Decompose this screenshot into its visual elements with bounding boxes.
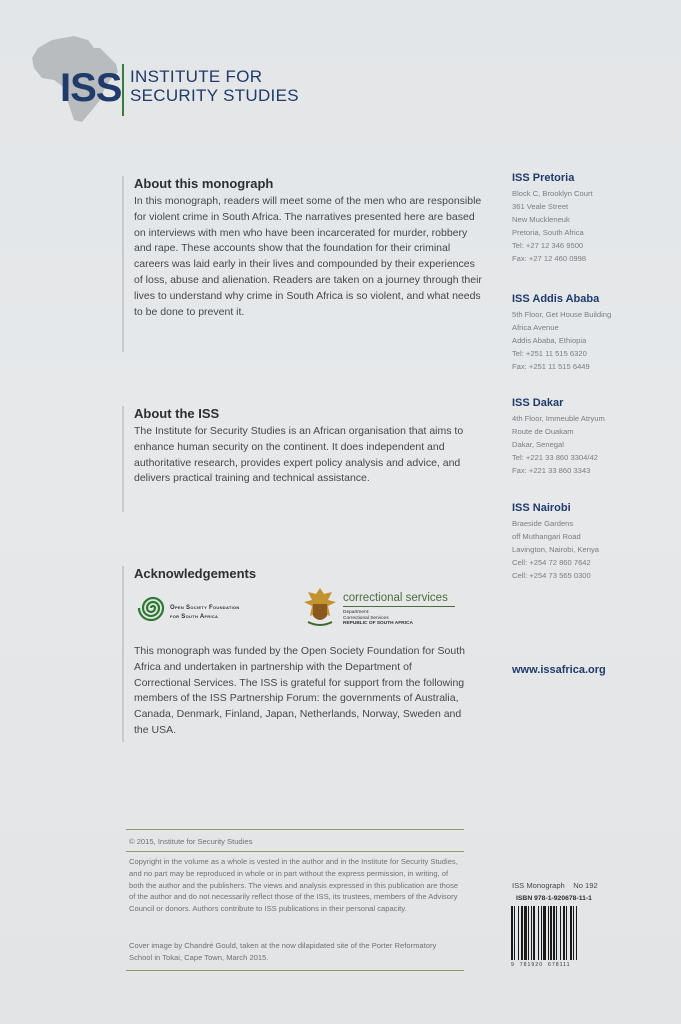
about-iss-section xyxy=(122,406,470,512)
office-line: Fax: +27 12 460 0998 xyxy=(512,254,587,263)
cs-sub-line2: Correctional Services xyxy=(343,615,389,621)
office-name: ISS Nairobi xyxy=(512,502,571,514)
office-line: Block C, Brooklyn Court xyxy=(512,189,593,198)
office-line: Pretoria, South Africa xyxy=(512,228,584,237)
copyright-paragraph: Copyright in the volume as a whole is vested in the author and in the Institute for Security Studies, and no part may be reproduced in whole or in part without the express permission, in writing, of both the author and the publishers. The views and analysis expressed in this publication are those of the author and do not necessarily reflect those of the ISS, its trustees, members of the Advisory Council or donors. Authors contribute to ISS publications in their personal capacity. xyxy=(129,857,459,914)
office-nairobi xyxy=(512,502,599,582)
office-line: Route de Ouakam xyxy=(512,427,574,436)
coat-of-arms-icon xyxy=(302,586,338,630)
cs-sub-line1: Department: xyxy=(343,610,370,615)
office-line: off Muthangari Road xyxy=(512,532,581,541)
correctional-services-title: correctional services xyxy=(343,592,448,604)
office-line: 361 Veale Street xyxy=(512,202,569,211)
barcode-digits: 9 781920 678111 xyxy=(511,962,571,968)
office-line: 4th Floor, Immeuble Atryum xyxy=(512,414,605,423)
logo-divider xyxy=(122,64,124,116)
office-name: ISS Dakar xyxy=(512,397,564,409)
logo-name-line1: INSTITUTE FOR xyxy=(130,67,263,86)
iss-logo-acronym: ISS xyxy=(60,66,122,110)
office-line: Lavington, Nairobi, Kenya xyxy=(512,545,599,554)
office-line: Braeside Gardens xyxy=(512,519,574,528)
copyright-top-rule xyxy=(126,829,464,830)
website-link[interactable]: www.issafrica.org xyxy=(512,664,606,676)
about-monograph-section xyxy=(122,176,484,352)
office-line: Cell: +254 72 860 7642 xyxy=(512,558,591,567)
osf-logo-text xyxy=(170,604,240,622)
office-pretoria xyxy=(512,172,593,265)
office-line: Fax: +251 11 515 6449 xyxy=(512,362,590,371)
about-iss-body: The Institute for Security Studies is an African organisation that aims to enhance human security on the continent. It does independent and authoritative research, provides expert policy analysis and advice, and delivers practical training and technical assistance. xyxy=(134,425,464,485)
office-line: New Muckleneuk xyxy=(512,215,570,224)
office-line: Tel: +221 33 860 3304/42 xyxy=(512,453,598,462)
barcode-icon xyxy=(510,906,622,960)
acknowledgements-heading: Acknowledgements xyxy=(134,566,257,581)
about-monograph-body: In this monograph, readers will meet some of the men who are responsible for violent crime in South Africa. The narratives presented here are based on interviews with men who have been incarcerated for murder, robbery and rape. These accounts show that the foundation for their criminal careers was laid early in their lives and compounded by their experiences of loss, abuse and alienation. Readers are taken on a journey through their lives to understand why crime in South Africa is so violent, and what needs to be done to prevent it. xyxy=(134,195,482,318)
office-line: Fax: +221 33 860 3343 xyxy=(512,466,591,475)
monograph-series-number: ISS Monograph No 192 xyxy=(512,881,598,890)
copyright-bottom-rule xyxy=(126,970,464,971)
office-name: ISS Pretoria xyxy=(512,172,575,184)
osf-line2: for South Africa xyxy=(170,614,219,620)
correctional-services-rule xyxy=(343,606,455,607)
office-line: Tel: +27 12 346 9500 xyxy=(512,241,584,250)
copyright-line: © 2015, Institute for Security Studies xyxy=(129,837,253,846)
office-addis-ababa xyxy=(512,293,611,373)
logo-name-line2: SECURITY STUDIES xyxy=(130,86,299,105)
office-name: ISS Addis Ababa xyxy=(512,293,600,305)
office-line: Africa Avenue xyxy=(512,323,559,332)
office-line: Cell: +254 73 565 0300 xyxy=(512,571,591,580)
osf-line1: Open Society Foundation xyxy=(170,605,240,611)
copyright-mid-rule xyxy=(126,851,464,852)
office-dakar xyxy=(512,397,605,477)
cover-image-credit: Cover image by Chandré Gould, taken at the now dilapidated site of the Porter Reformatory School in Tokai, Cape Town, March 2015. xyxy=(129,941,437,962)
acknowledgements-body: This monograph was funded by the Open Society Foundation for South Africa and undertaken in partnership with the Department of Correctional Services. The ISS is grateful for support from the following members of the ISS Partnership Forum: the governments of Australia, Canada, Denmark, Finland, Japan, Netherlands, Norway, Sweden and the USA. xyxy=(134,645,465,736)
isbn-number: ISBN 978-1-920678-11-1 xyxy=(516,895,592,902)
osf-spiral-logo-icon xyxy=(136,588,170,628)
office-line: Addis Ababa, Ethiopia xyxy=(512,336,587,345)
office-line: 5th Floor, Get House Building xyxy=(512,310,612,319)
office-line: Dakar, Senegal xyxy=(512,440,564,449)
office-line: Tel: +251 11 515 6320 xyxy=(512,349,587,358)
iss-logo-name xyxy=(130,67,299,105)
about-monograph-heading: About this monograph xyxy=(134,176,274,191)
correctional-services-subtitle xyxy=(343,610,413,627)
about-iss-heading: About the ISS xyxy=(134,406,220,421)
cs-sub-line3: REPUBLIC OF SOUTH AFRICA xyxy=(343,621,413,626)
